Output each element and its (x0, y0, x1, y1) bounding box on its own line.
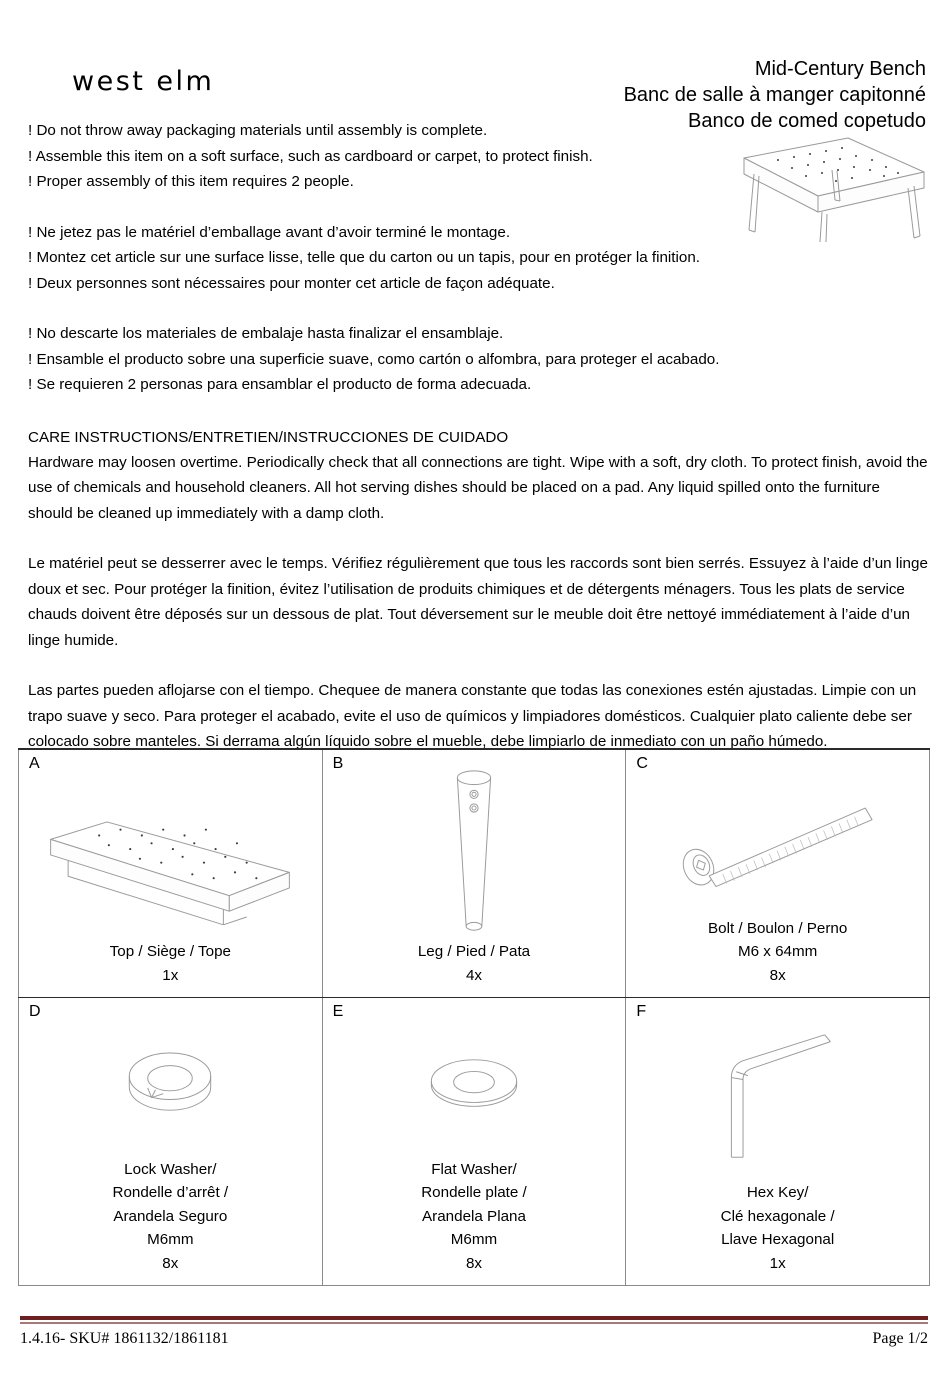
part-caption-line: Lock Washer/ (124, 1160, 217, 1178)
warning-line: ! Ensamble el producto sobre una superficie suave, como cartón o alfombra, para proteger el acabado. (28, 350, 720, 368)
lock-washer-icon (19, 998, 322, 1158)
part-quantity: 8x (465, 1254, 482, 1272)
table-row (19, 998, 930, 1286)
part-spec: M6mm (450, 1231, 498, 1248)
part-letter: B (332, 755, 344, 772)
part-cell-b (322, 749, 626, 998)
part-caption-line: Top / Siège / Tope (109, 943, 231, 960)
part-caption-line: Hex Key/ (746, 1184, 809, 1201)
hex-key-icon (626, 998, 929, 1181)
warning-instructions (0, 118, 950, 398)
warning-line: ! Proper assembly of this item requires 2 people. (28, 173, 354, 190)
table-row (19, 749, 930, 998)
part-letter: E (332, 1003, 344, 1020)
footer-rule-light (20, 1322, 928, 1324)
product-title-fr: Banc de salle à manger capitonné (623, 84, 926, 106)
warning-line: ! Montez cet article sur une surface lisse, telle que du carton ou un tapis, pour en protéger la finition. (28, 249, 701, 266)
part-caption-line: Arandela Seguro (113, 1207, 228, 1225)
part-caption (626, 1181, 929, 1285)
part-quantity: 8x (162, 1254, 179, 1272)
part-caption-line: Flat Washer/ (431, 1160, 517, 1178)
part-quantity: 1x (769, 1254, 786, 1272)
care-paragraph-en: Hardware may loosen overtime. Periodically check that all connections are tight. Wipe with a soft, dry cloth. To protect finish, avoid the use of chemicals and household cleaners. All hot serving dishes should be placed on a pad. Any liquid spilled onto the furniture should be cleaned up immediately with a damp cloth. (28, 453, 928, 522)
part-caption-line: Rondelle d’arrêt / (112, 1184, 229, 1201)
care-heading: CARE INSTRUCTIONS/ENTRETIEN/INSTRUCCIONES DE CUIDADO (28, 428, 509, 446)
care-paragraph-es: Las partes pueden aflojarse con el tiempo. Chequee de manera constante que todas las conexiones estén ajustadas. Limpie con un trapo suave y seco. Para proteger el acabado, evite el uso de químicos y limpiadores domésticos. Cualquier plato caliente debe ser colocado sobre manteles. Si derrama algún líquido sobre el mueble, debe limpiarlo de inmediato con un paño húmedo. (28, 682, 917, 750)
part-caption-line: Clé hexagonale / (720, 1207, 835, 1225)
part-caption-line: Leg / Pied / Pata (417, 943, 531, 960)
part-caption (323, 940, 626, 997)
part-spec: M6mm (147, 1231, 194, 1248)
care-instructions-section (0, 426, 950, 755)
bolt-icon (626, 750, 929, 917)
part-quantity: 8x (769, 966, 786, 984)
warning-line: ! Do not throw away packaging materials until assembly is complete. (28, 122, 488, 139)
part-caption (19, 1158, 322, 1286)
part-caption-line: Arandela Plana (422, 1207, 526, 1225)
part-letter: D (29, 1003, 41, 1020)
part-caption (323, 1158, 626, 1286)
bench-preview-icon (736, 126, 932, 242)
warning-group-es (28, 321, 930, 398)
part-quantity: 4x (465, 966, 482, 984)
product-title-es: Banco de comed copetudo (688, 110, 926, 132)
page-footer (20, 1330, 928, 1348)
parts-list-table (18, 748, 930, 1286)
warning-line: ! Deux personnes sont nécessaires pour monter cet article de façon adéquate. (28, 274, 555, 292)
part-cell-d (19, 998, 323, 1286)
warning-line: ! No descarte los materiales de embalaje hasta finalizar el ensamblaje. (28, 325, 504, 342)
tapered-leg-icon (323, 750, 626, 940)
care-paragraph-fr: Le matériel peut se desserrer avec le temps. Vérifiez régulièrement que tous les raccords sont bien serrés. Essuyez à l’aide d’un linge doux et sec. Pour protéger la finition, évitez l’utilisation de produits chimiques et de détergents ménagers. Tous les plats de service chauds doivent être déposés sur un dessous de plat. Tout déversement sur le meuble doit être nettoyé immédiatement à l’aide d’un linge humide. (28, 555, 928, 649)
warning-line: ! Se requieren 2 personas para ensamblar el producto de forma adecuada. (28, 376, 532, 393)
part-cell-e (322, 998, 626, 1286)
part-cell-a (19, 749, 323, 998)
footer-page-number: Page 1/2 (872, 1330, 928, 1347)
product-title-en: Mid-Century Bench (754, 58, 926, 80)
west-elm-logo: west elm (72, 66, 215, 97)
warning-line: ! Assemble this item on a soft surface, such as cardboard or carpet, to protect finish. (28, 147, 593, 165)
part-letter: A (29, 755, 40, 772)
part-cell-f (626, 998, 930, 1286)
part-quantity: 1x (162, 966, 179, 984)
part-caption-line: Llave Hexagonal (721, 1231, 835, 1248)
part-letter: C (636, 755, 648, 772)
part-spec: M6 x 64mm (737, 943, 818, 960)
part-caption (19, 940, 322, 997)
part-cell-c (626, 749, 930, 998)
part-caption-line: Bolt / Boulon / Perno (708, 919, 848, 937)
part-caption-line: Rondelle plate / (421, 1184, 527, 1201)
flat-washer-icon (323, 998, 626, 1158)
footer-sku: 1.4.16- SKU# 1861132/1861181 (20, 1330, 229, 1347)
bench-top-icon (19, 750, 322, 940)
part-letter: F (636, 1003, 647, 1020)
warning-line: ! Ne jetez pas le matériel d’emballage avant d’avoir terminé le montage. (28, 223, 511, 241)
part-caption (626, 917, 929, 998)
footer-divider (20, 1316, 928, 1324)
